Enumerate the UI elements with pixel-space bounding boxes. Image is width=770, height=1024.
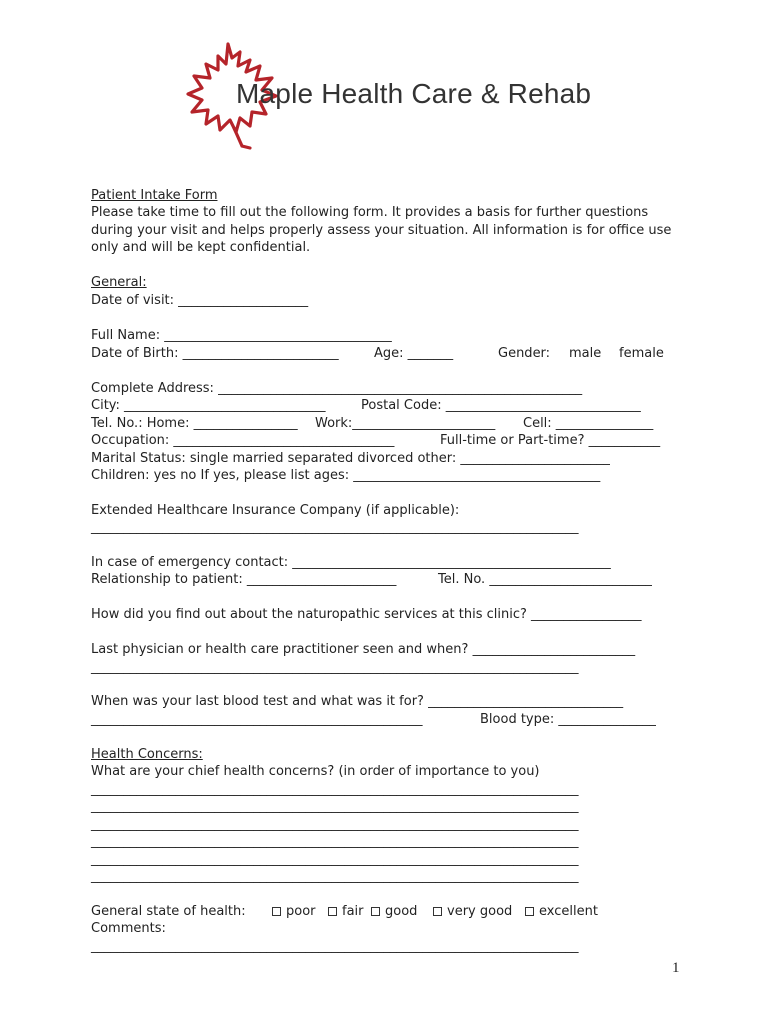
health-option-label: very good xyxy=(447,904,513,919)
health-option-excellent[interactable] xyxy=(525,903,598,920)
insurance-field[interactable]: ___________________________________________________________________________ xyxy=(91,520,579,535)
chief-concerns-label: What are your chief health concerns? (in order of importance to you) xyxy=(91,764,540,779)
gender-option-female[interactable]: female xyxy=(619,346,664,361)
health-option-label: fair xyxy=(342,904,364,919)
clinic-name: Maple Health Care & Rehab xyxy=(236,78,592,109)
checkbox-icon xyxy=(272,907,281,916)
naturopathic-question-field[interactable]: How did you find out about the naturopathic services at this clinic? _________________ xyxy=(91,607,642,622)
concern-line[interactable]: ___________________________________________________________________________ xyxy=(91,817,579,832)
checkbox-icon xyxy=(433,907,442,916)
concern-line[interactable]: ___________________________________________________________________________ xyxy=(91,852,579,867)
employment-type-field[interactable]: Full-time or Part-time? ___________ xyxy=(440,433,661,448)
gender-label: Gender: xyxy=(498,346,551,361)
health-option-good[interactable] xyxy=(371,903,417,920)
health-option-label: poor xyxy=(286,904,316,919)
checkbox-icon xyxy=(371,907,380,916)
health-option-fair[interactable] xyxy=(328,903,364,920)
last-physician-field[interactable]: Last physician or health care practitioner seen and when? _________________________ xyxy=(91,642,636,657)
tel-home-field[interactable]: Tel. No.: Home: ________________ xyxy=(91,416,298,431)
emergency-tel-field[interactable]: Tel. No. _________________________ xyxy=(438,572,652,587)
occupation-field[interactable]: Occupation: __________________________________ xyxy=(91,433,395,448)
intro-paragraph: Please take time to fill out the following form. It provides a basis for further questions during your visit and helps properly assess your situation. All information is for office use only and will be kept confidential. xyxy=(91,205,672,255)
postal-code-field[interactable]: Postal Code: ______________________________ xyxy=(361,398,641,413)
blood-test-line[interactable]: ___________________________________________________ xyxy=(91,712,423,727)
comments-label: Comments: xyxy=(91,921,166,936)
date-of-visit-field[interactable]: Date of visit: ____________________ xyxy=(91,293,309,308)
comments-line[interactable]: ___________________________________________________________________________ xyxy=(91,939,579,954)
concern-line[interactable]: ___________________________________________________________________________ xyxy=(91,869,579,884)
date-of-birth-field[interactable]: Date of Birth: ________________________ xyxy=(91,346,339,361)
health-option-poor[interactable] xyxy=(272,903,316,920)
health-concerns-heading: Health Concerns: xyxy=(91,747,203,762)
gender-option-male[interactable]: male xyxy=(569,346,602,361)
concern-line[interactable]: ___________________________________________________________________________ xyxy=(91,834,579,849)
health-option-very-good[interactable] xyxy=(433,903,512,920)
blood-test-field[interactable]: When was your last blood test and what was it for? ______________________________ xyxy=(91,694,624,709)
tel-work-field[interactable]: Work:______________________ xyxy=(315,416,496,431)
concern-line[interactable]: ___________________________________________________________________________ xyxy=(91,799,579,814)
general-heading: General: xyxy=(91,275,147,290)
children-field[interactable]: Children: yes no If yes, please list ages: ______________________________________ xyxy=(91,468,601,483)
last-physician-line[interactable]: ___________________________________________________________________________ xyxy=(91,660,579,675)
city-field[interactable]: City: _______________________________ xyxy=(91,398,326,413)
tel-cell-field[interactable]: Cell: _______________ xyxy=(523,416,654,431)
blood-type-field[interactable]: Blood type: _______________ xyxy=(480,712,656,727)
page-number: 1 xyxy=(672,960,680,976)
address-field[interactable]: Complete Address: ________________________________________________________ xyxy=(91,381,583,396)
form-title: Patient Intake Form xyxy=(91,188,218,203)
relationship-field[interactable]: Relationship to patient: _______________________ xyxy=(91,572,397,587)
insurance-label: Extended Healthcare Insurance Company (if applicable): xyxy=(91,503,460,518)
health-option-label: good xyxy=(385,904,418,919)
clinic-logo xyxy=(180,40,610,152)
health-option-label: excellent xyxy=(539,904,598,919)
marital-status-field[interactable]: Marital Status: single married separated divorced other: _______________________ xyxy=(91,451,610,466)
age-field[interactable]: Age: _______ xyxy=(374,346,454,361)
checkbox-icon xyxy=(328,907,337,916)
general-health-label: General state of health: xyxy=(91,904,246,919)
emergency-contact-field[interactable]: In case of emergency contact: _________________________________________________ xyxy=(91,555,611,570)
concern-line[interactable]: ___________________________________________________________________________ xyxy=(91,782,579,797)
full-name-field[interactable]: Full Name: ___________________________________ xyxy=(91,328,392,343)
checkbox-icon xyxy=(525,907,534,916)
